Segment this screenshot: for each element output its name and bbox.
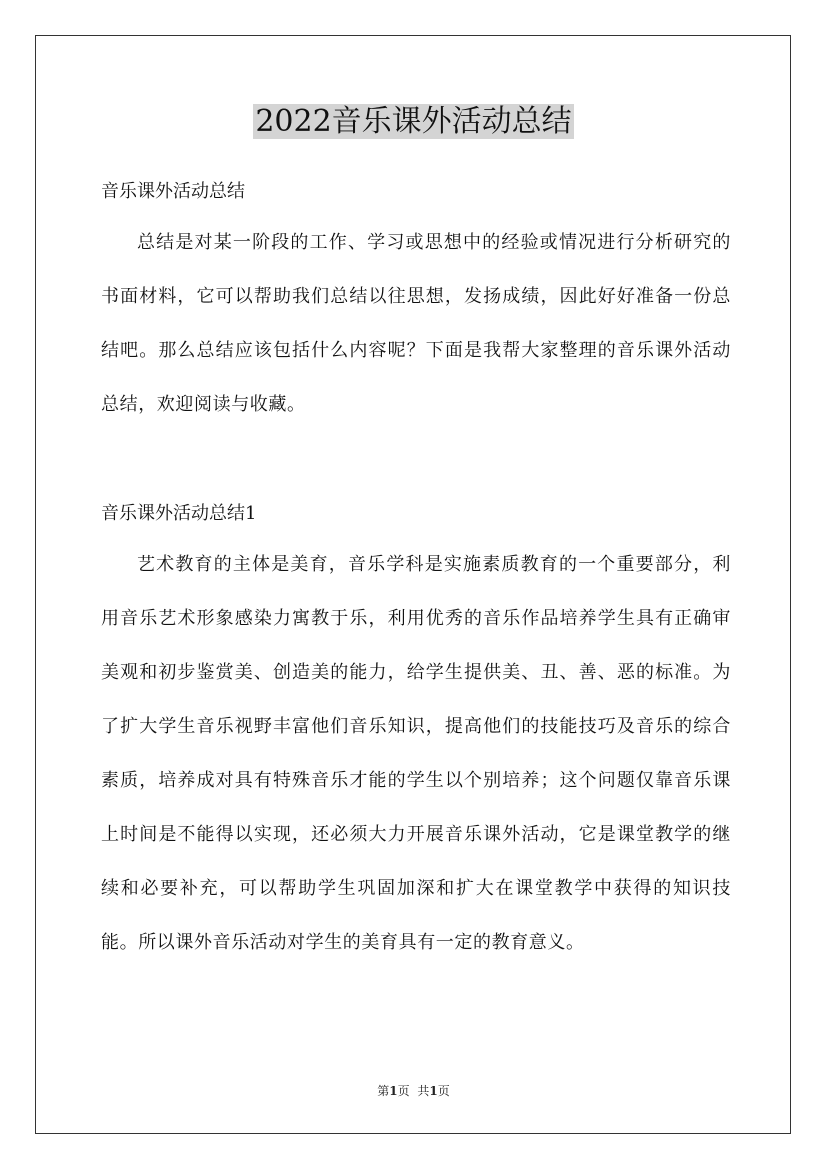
page-number: 1 [389, 1084, 398, 1098]
page-footer [0, 1083, 827, 1099]
document-body [101, 168, 731, 970]
total-prefix: 共 [417, 1084, 430, 1098]
section-heading: 音乐课外活动总结1 [101, 503, 257, 524]
document-title-text: 2022音乐课外活动总结 [255, 104, 572, 139]
page-suffix: 页 [397, 1084, 410, 1098]
total-pages: 1 [429, 1084, 438, 1098]
document-title [0, 102, 827, 142]
section-spacer [101, 432, 731, 490]
section-paragraph: 艺术教育的主体是美育，音乐学科是实施素质教育的一个重要部分，利用音乐艺术形象感染力寓教于乐，利用优秀的音乐作品培养学生具有正确审美观和初步鉴赏美、创造美的能力，给学生提供美、丑、善、恶的标准。为了扩大学生音乐视野丰富他们音乐知识，提高他们的技能技巧及音乐的综合素质，培养成对具有特殊音乐才能的学生以个别培养；这个问题仅靠音乐课上时间是不能得以实现，还必须大力开展音乐课外活动，它是课堂教学的继续和必要补充，可以帮助学生巩固加深和扩大在课堂教学中获得的知识技能。所以课外音乐活动对学生的美育具有一定的教育意义。 [101, 554, 731, 953]
section-heading: 音乐课外活动总结 [101, 181, 245, 202]
section-paragraph: 总结是对某一阶段的工作、学习或思想中的经验或情况进行分析研究的书面材料，它可以帮助我们总结以往思想，发扬成绩，因此好好准备一份总结吧。那么总结应该包括什么内容呢？下面是我帮大家整理的音乐课外活动总结，欢迎阅读与收藏。 [101, 232, 731, 415]
page-prefix: 第 [377, 1084, 390, 1098]
total-suffix: 页 [437, 1084, 450, 1098]
